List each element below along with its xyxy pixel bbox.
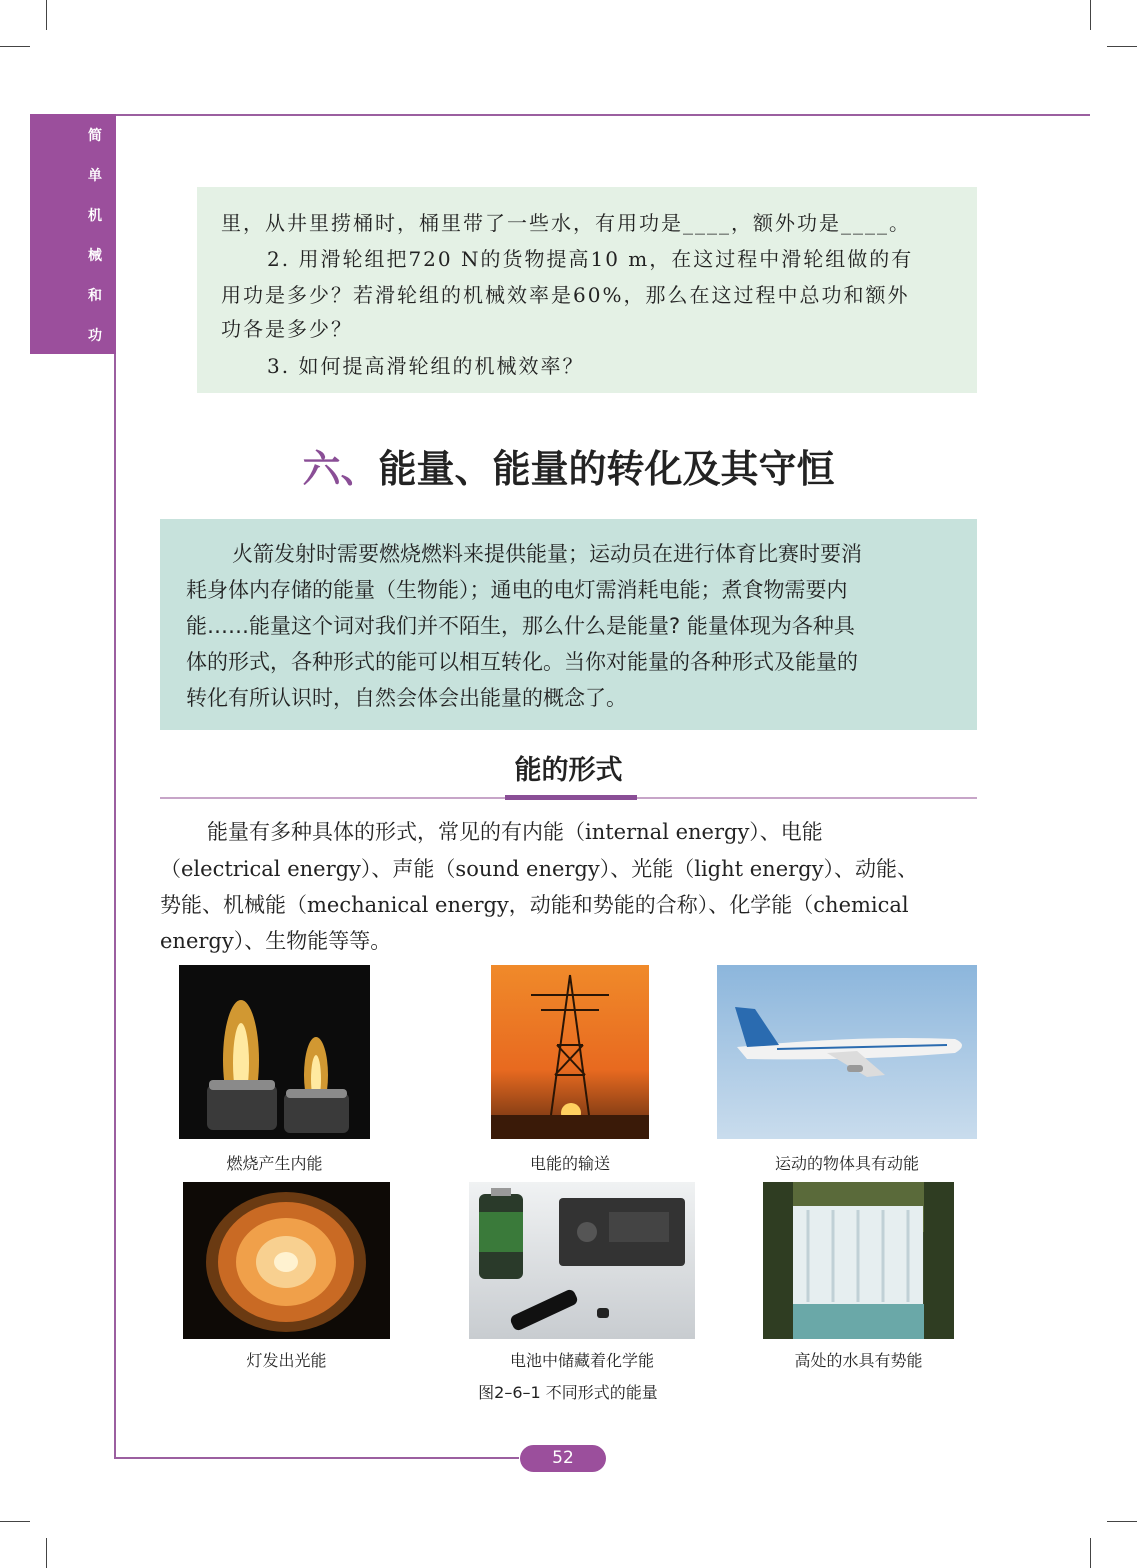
caption-power-tower: 电能的输送: [529, 1154, 610, 1173]
crop-mark: [46, 0, 47, 30]
subsection-heading: 能的形式: [514, 755, 623, 786]
crop-mark: [1107, 46, 1137, 47]
intro-box: [160, 519, 977, 730]
caption-waterfall: 高处的水具有势能: [794, 1351, 923, 1370]
side-tab-char: 单: [88, 168, 102, 184]
exercise-line: 功各是多少？: [221, 317, 353, 341]
intro-line: 转化有所认识时，自然会体会出能量的概念了。: [186, 686, 627, 710]
photo-candles: [179, 965, 370, 1139]
page-number: 52: [520, 1445, 606, 1472]
crop-mark: [0, 46, 30, 47]
crop-mark: [1107, 1521, 1137, 1522]
side-tab-chars: [30, 114, 116, 354]
photo-waterfall: [763, 1182, 954, 1339]
body-line: 能量有多种具体的形式，常见的有内能（internal energy）、电能: [207, 820, 823, 844]
crop-mark: [1090, 0, 1091, 30]
side-tab-char: 功: [88, 328, 102, 344]
caption-airplane: 运动的物体具有动能: [774, 1154, 919, 1173]
side-tab-char: 械: [88, 248, 102, 264]
frame-top-rule: [115, 114, 1090, 116]
exercise-line: 2. 用滑轮组把720 N的货物提高10 m，在这过程中滑轮组做的有: [267, 247, 914, 271]
frame-bottom-rule: [114, 1457, 519, 1459]
intro-line: 火箭发射时需要燃烧燃料来提供能量；运动员在进行体育比赛时要消: [232, 542, 862, 566]
side-tab-char: 简: [88, 128, 102, 144]
exercise-line: 用功是多少？若滑轮组的机械效率是60%，那么在这过程中总功和额外: [221, 283, 910, 307]
section-heading: [0, 438, 1137, 493]
photo-power-tower: [491, 965, 649, 1139]
figure-caption: 图2–6–1 不同形式的能量: [478, 1383, 658, 1402]
crop-mark: [0, 1521, 30, 1522]
caption-candles: 燃烧产生内能: [226, 1154, 323, 1173]
caption-batteries: 电池中储藏着化学能: [509, 1351, 654, 1370]
photo-airplane: [717, 965, 977, 1139]
intro-line: 耗身体内存储的能量（生物能）；通电的电灯需消耗电能；煮食物需要内: [186, 578, 848, 602]
section-number: 六、: [302, 447, 379, 491]
body-line: （electrical energy）、声能（sound energy）、光能（light energy）、动能、: [160, 857, 918, 881]
side-tab-char: 和: [88, 288, 102, 304]
side-tab-char: 机: [88, 208, 102, 224]
crop-mark: [1090, 1538, 1091, 1568]
exercise-line: 里，从井里捞桶时，桶里带了一些水，有用功是____，额外功是____。: [221, 211, 911, 235]
subsection-rule-accent: [505, 795, 637, 800]
crop-mark: [46, 1538, 47, 1568]
intro-line: 能……能量这个词对我们并不陌生，那么什么是能量? 能量体现为各种具: [186, 614, 855, 638]
exercise-line: 3. 如何提高滑轮组的机械效率？: [267, 354, 585, 378]
body-line: 势能、机械能（mechanical energy，动能和势能的合称）、化学能（chemical: [160, 893, 909, 917]
caption-lamp: 灯发出光能: [246, 1351, 327, 1370]
intro-line: 体的形式，各种形式的能可以相互转化。当你对能量的各种形式及能量的: [186, 650, 858, 674]
section-title: 能量、能量的转化及其守恒: [378, 447, 835, 491]
exercise-box: [197, 187, 977, 393]
photo-batteries: [469, 1182, 695, 1339]
photo-lamp: [183, 1182, 390, 1339]
body-line: energy）、生物能等等。: [160, 929, 392, 953]
